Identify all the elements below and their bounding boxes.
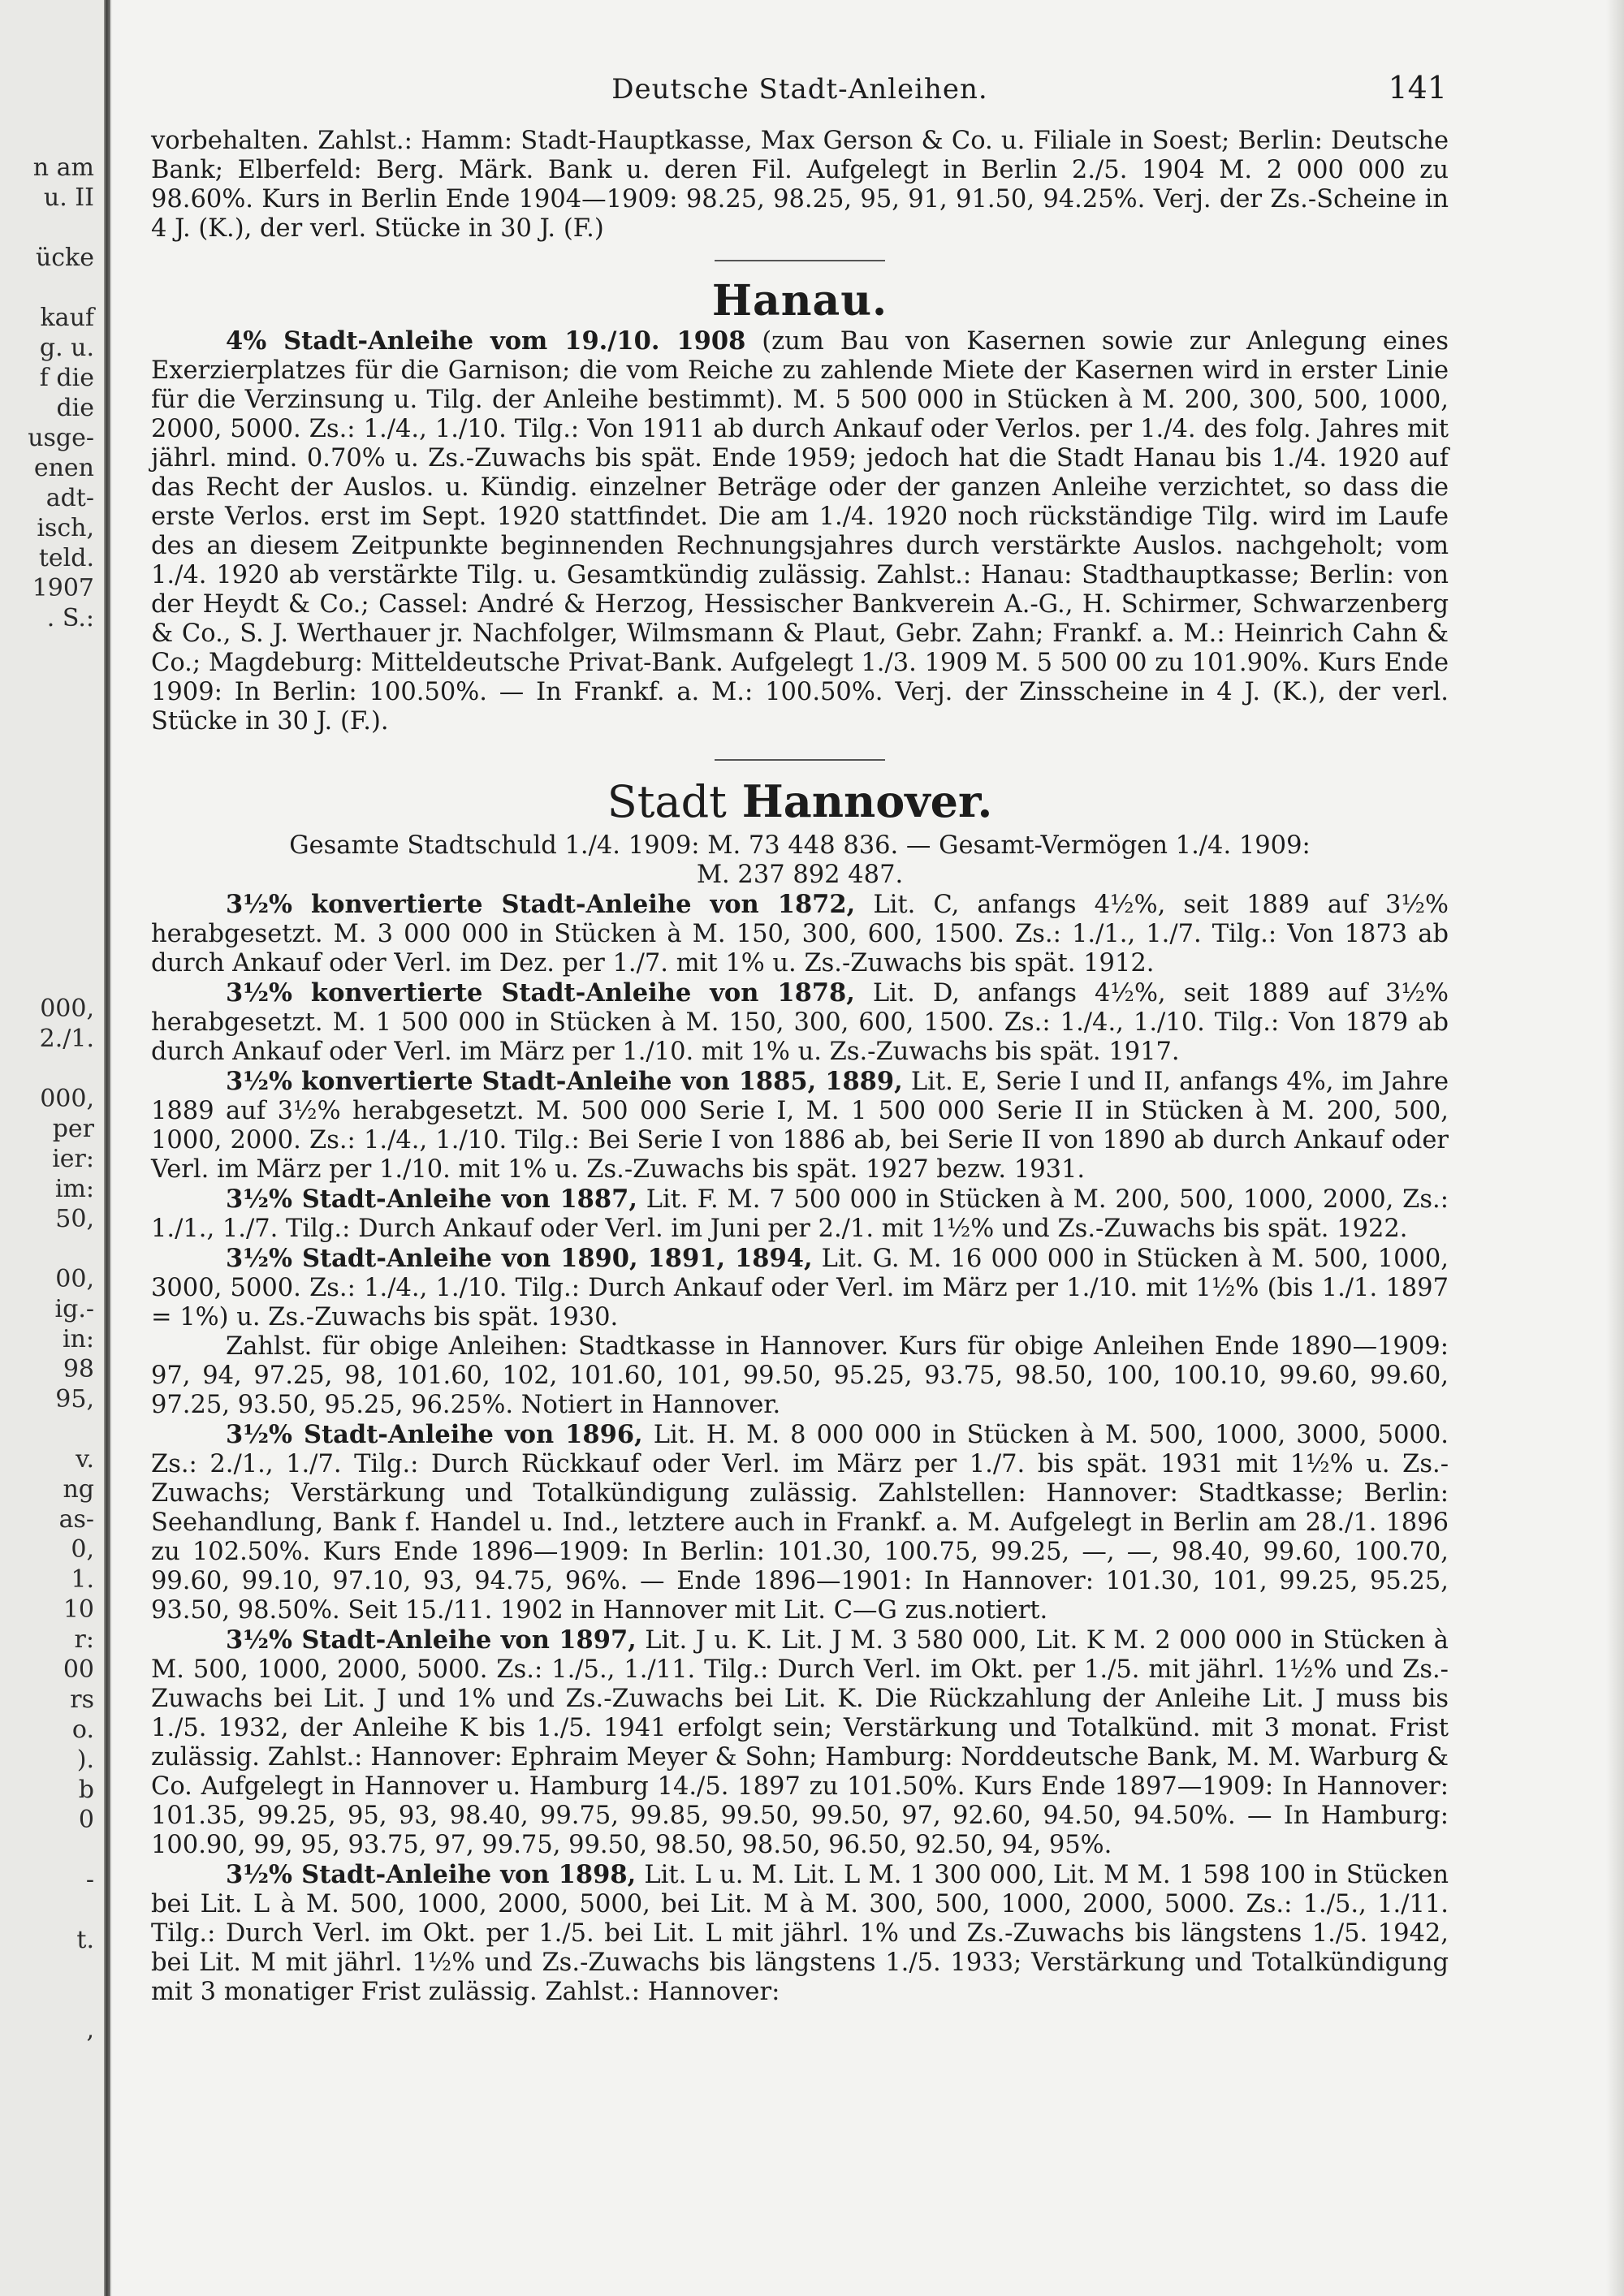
- entry-lead: 3½% konvertierte Stadt-Anleihe von 1878,: [226, 978, 855, 1008]
- margin-fragment: 00: [63, 1655, 94, 1684]
- margin-fragment: . S.:: [46, 604, 94, 632]
- margin-fragment: in:: [62, 1325, 94, 1353]
- section-heading-hanau: Hanau.: [711, 276, 888, 326]
- entry-lead: 3½% konvertierte Stadt-Anleihe von 1885, 1889,: [226, 1067, 903, 1096]
- hannover-entries: [151, 890, 1449, 2007]
- margin-fragment: ng: [63, 1475, 94, 1504]
- entry-text: Lit. C, anfangs 4½%, seit 1889 auf 3½% herabgesetzt. M. 3 000 000 in Stücken à M. 150, 300, 600, 1500. Zs.: 1./1., 1./7. Tilg.: Von 1873 ab durch Ankauf oder Verl. im Dez. per 1./7. mit 1% u. Zs.-Zuwachs bis spät. 1912.: [151, 891, 1449, 978]
- margin-fragment: 00,: [55, 1265, 94, 1293]
- margin-fragment: -: [85, 1866, 94, 1894]
- margin-fragment: enen: [33, 454, 94, 482]
- margin-fragment: n am: [32, 153, 94, 182]
- intro-paragraph: vorbehalten. Zahlst.: Hamm: Stadt-Hauptkasse, Max Gerson & Co. u. Filiale in Soest; Berlin: Deutsche Bank; Elberfeld: Berg. Märk. Bank u. deren Fil. Aufgelegt in Berlin 2./5. 1904 M. 2 000 000 zu 98.60%. Kurs in Berlin Ende 1904—1909: 98.25, 98.25, 95, 91, 91.50, 94.25%. Verj. der Zs.-Scheine in 4 J. (K.), der verl. Stücke in 30 J. (F.): [151, 127, 1449, 243]
- margin-fragment: im:: [54, 1175, 94, 1203]
- hannover-summary-line1: Gesamte Stadtschuld 1./4. 1909: M. 73 448 836. — Gesamt-Vermögen 1./4. 1909:: [289, 831, 1311, 860]
- entry-lead: 3½% Stadt-Anleihe von 1897,: [226, 1625, 637, 1655]
- entry-lead: 4% Stadt-Anleihe vom 19./10. 1908: [226, 326, 746, 356]
- right-page-edge: [1606, 0, 1624, 2296]
- hannover-summary-line2: M. 237 892 487.: [696, 861, 904, 889]
- entry-text: Lit. G. M. 16 000 000 in Stücken à M. 500, 1000, 3000, 5000. Zs.: 1./4., 1./10. Tilg.: Durch Ankauf oder Verl. im März per 1./10. mit 1½% (bis 1./1. 1897 = 1%) u. Zs.-Zuwachs bis spät. 1930.: [151, 1245, 1449, 1331]
- entry-text: Lit. E, Serie I und II, anfangs 4%, im Jahre 1889 auf 3½% herabgesetzt. M. 500 000 Serie I, M. 1 500 000 Serie II in Stücken à M. 200, 500, 1000, 2000. Zs.: 1./4., 1./10. Tilg.: Bei Serie I von 1886 ab, bei Serie II von 1890 ab durch Ankauf oder Verl. im März per 1./10. mit 1% u. Zs.-Zuwachs bis spät. 1927 bezw. 1931.: [151, 1068, 1449, 1184]
- hanau-entry: [151, 326, 1449, 736]
- margin-fragment: ,: [86, 2016, 94, 2044]
- margin-fragment: t.: [76, 1926, 94, 1954]
- hannover-entry: [151, 1420, 1449, 1625]
- entry-text: Lit. L u. M. Lit. L M. 1 300 000, Lit. M M. 1 598 100 in Stücken bei Lit. L à M. 500, 1000, 2000, 5000, bei Lit. M à M. 300, 500, 1000, 2000, 5000. Zs.: 1./5., 1./11. Tilg.: Durch Verl. im Okt. per 1./5. bei Lit. L mit jährl. 1% und Zs.-Zuwachs bis längstens 1./5. 1942, bei Lit. M mit jährl. 1½% und Zs.-Zuwachs bis längstens 1./5. 1933; Verstärkung und Totalkündigung mit 3 monatiger Frist zulässig. Zahlst.: Hannover:: [151, 1861, 1449, 2006]
- margin-fragment: ig.-: [54, 1295, 94, 1323]
- margin-fragment: 98: [63, 1355, 94, 1383]
- page-content: [151, 70, 1449, 2007]
- margin-fragment: ücke: [35, 244, 94, 272]
- hannover-entry: [151, 1067, 1449, 1185]
- margin-fragment: r:: [74, 1625, 94, 1654]
- hannover-entry: [151, 1332, 1449, 1420]
- margin-fragment: f die: [39, 364, 94, 392]
- margin-fragment: kauf: [40, 304, 94, 332]
- margin-fragment: v.: [76, 1445, 94, 1474]
- margin-fragment: 2./1.: [39, 1025, 94, 1053]
- left-page-gutter: [0, 0, 112, 2296]
- running-head-title: Deutsche Stadt-Anleihen.: [611, 73, 988, 106]
- entry-text: Lit. D, anfangs 4½%, seit 1889 auf 3½% herabgesetzt. M. 1 500 000 in Stücken à M. 150, 300, 600, 1500. Zs.: 1./4., 1./10. Tilg.: Von 1879 ab durch Ankauf oder Verl. im März per 1./10. mit 1% u. Zs.-Zuwachs bis spät. 1917.: [151, 979, 1449, 1066]
- margin-fragment: 1907: [32, 574, 94, 602]
- running-head: [151, 70, 1449, 119]
- margin-fragment: isch,: [37, 514, 94, 542]
- margin-fragment: g. u.: [39, 334, 94, 362]
- margin-fragment: b: [78, 1776, 94, 1804]
- hannover-entry: [151, 1625, 1449, 1860]
- heading-city: Hannover.: [741, 775, 993, 827]
- entry-lead: 3½% Stadt-Anleihe von 1890, 1891, 1894,: [226, 1244, 813, 1273]
- entry-text: Zahlst. für obige Anleihen: Stadtkasse in Hannover. Kurs für obige Anleihen Ende 1890—1909: 97, 94, 97.25, 98, 101.60, 102, 101.60, 101, 99.50, 95.25, 93.75, 98.50, 100, 100.10, 99.60, 99.60, 97.25, 93.50, 95.25, 96.25%. Notiert in Hannover.: [151, 1332, 1449, 1419]
- margin-fragment: per: [52, 1115, 94, 1143]
- margin-fragment: 0,: [71, 1535, 94, 1564]
- entry-lead: 3½% Stadt-Anleihe von 1887,: [226, 1185, 637, 1214]
- entry-text: Lit. J u. K. Lit. J M. 3 580 000, Lit. K M. 2 000 000 in Stücken à M. 500, 1000, 2000, 5000. Zs.: 1./5., 1./11. Tilg.: Durch Verl. im Okt. per 1./5. mit jährl. 1½% und Zs.-Zuwachs bei Lit. J und 1% und Zs.-Zuwachs bei Lit. K. Die Rückzahlung der Anleihe Lit. J muss bis 1./5. 1932, der Anleihe K bis 1./5. 1941 erfolgt sein; Verstärkung und Totalkünd. mit 3 monat. Frist zulässig. Zahlst.: Hannover: Ephraim Meyer & Sohn; Hamburg: Norddeutsche Bank, M. M. Warburg & Co. Aufgelegt in Hannover u. Hamburg 14./5. 1897 zu 101.50%. Kurs Ende 1897—1909: In Hannover: 101.35, 99.25, 95, 93, 98.40, 99.75, 99.85, 99.50, 99.50, 97, 92.60, 94.50, 94.50%. — In Hamburg: 100.90, 99, 95, 93.75, 97, 99.75, 99.50, 98.50, 98.50, 96.50, 92.50, 94, 95%.: [151, 1626, 1449, 1859]
- hannover-entry: [151, 890, 1449, 978]
- margin-fragment: 0: [78, 1806, 94, 1834]
- heading-prefix: Stadt: [607, 776, 727, 827]
- margin-fragment: usge-: [28, 424, 94, 452]
- hannover-entry: [151, 1244, 1449, 1332]
- margin-fragment: as-: [58, 1505, 94, 1534]
- entry-text: Lit. F. M. 7 500 000 in Stücken à M. 200, 500, 1000, 2000, Zs.: 1./1., 1./7. Tilg.: Durch Ankauf oder Verl. im Juni per 2./1. mit 1½% und Zs.-Zuwachs bis spät. 1922.: [151, 1185, 1449, 1243]
- section-divider: [715, 260, 885, 261]
- margin-fragment: ier:: [52, 1145, 94, 1173]
- margin-fragment: die: [56, 394, 94, 422]
- margin-fragment: rs: [70, 1685, 94, 1714]
- margin-fragment: 000,: [40, 1085, 94, 1113]
- margin-fragment: 000,: [40, 995, 94, 1023]
- margin-fragment: 1.: [71, 1565, 94, 1594]
- section-heading-hannover: [151, 775, 1449, 828]
- entry-text: Lit. H. M. 8 000 000 in Stücken à M. 500, 1000, 3000, 5000. Zs.: 2./1., 1./7. Tilg.: Durch Rückkauf oder Verl. im März per 1./7. bis spät. 1931 mit 1½% u. Zs.-Zuwachs; Verstärkung und Totalkündigung zulässig. Zahlstellen: Hannover: Stadtkasse; Berlin: Seehandlung, Bank f. Handel u. Ind., letztere auch in Frankf. a. M. Aufgelegt in Berlin am 28./1. 1896 zu 102.50%. Kurs Ende 1896—1909: In Berlin: 101.30, 100.75, 99.25, —, —, 98.40, 99.60, 100.70, 99.60, 99.10, 97.10, 93, 94.75, 96%. — Ende 1896—1901: In Hannover: 101.30, 101, 99.25, 95.25, 93.50, 98.50%. Seit 15./11. 1902 in Hannover mit Lit. C—G zus.notiert.: [151, 1421, 1449, 1625]
- binding-shadow: [104, 0, 110, 2296]
- margin-fragment: ).: [76, 1746, 94, 1774]
- page-number: 141: [1388, 70, 1447, 106]
- margin-fragment: adt-: [45, 484, 94, 512]
- hannover-entry: [151, 1185, 1449, 1244]
- section-divider: [715, 759, 885, 761]
- entry-lead: 3½% konvertierte Stadt-Anleihe von 1872,: [226, 890, 856, 919]
- margin-fragment: 10: [63, 1595, 94, 1624]
- margin-fragment: 50,: [55, 1205, 94, 1233]
- entry-text: (zum Bau von Kasernen sowie zur Anlegung eines Exerzierplatzes für die Garnison; die vom Reiche zu zahlende Miete der Kasernen wird in erster Linie für die Verzinsung u. Tilg. der Anleihe bestimmt). M. 5 500 000 in Stücken à M. 200, 300, 500, 1000, 2000, 5000. Zs.: 1./4., 1./10. Tilg.: Von 1911 ab durch Ankauf oder Verlos. per 1./4. des folg. Jahres mit jährl. mind. 0.70% u. Zs.-Zuwachs bis spät. Ende 1959; jedoch hat die Stadt Hanau bis 1./4. 1920 auf das Recht der Auslos. u. Kündig. einzelner Beträge oder der ganzen Anleihe verzichtet, so dass die erste Verlos. erst im Sept. 1920 stattfindet. Die am 1./4. 1920 noch rückständige Tilg. wird im Laufe des an diesem Zeitpunkte beginnenden Rechnungsjahres durch verstärkte Auslos. nachgeholt; vom 1./4. 1920 ab verstärkte Tilg. u. Gesamtkündig zulässig. Zahlst.: Hanau: Stadthauptkasse; Berlin: von der Heydt & Co.; Cassel: André & Herzog, Hessischer Bankverein A.-G., H. Schirmer, Schwarzenberg & Co., S. J. Werthauer jr. Nachfolger, Wilmsmann & Plaut, Gebr. Zahn; Frankf. a. M.: Heinrich Cahn & Co.; Magdeburg: Mitteldeutsche Privat-Bank. Aufgelegt 1./3. 1909 M. 5 500 00 zu 101.90%. Kurs Ende 1909: In Berlin: 100.50%. — In Frankf. a. M.: 100.50%. Verj. der Zinsscheine in 4 J. (K.), der verl. Stücke in 30 J. (F.).: [151, 327, 1449, 736]
- margin-fragment: o.: [71, 1716, 94, 1744]
- margin-fragment: 95,: [55, 1385, 94, 1413]
- entry-lead: 3½% Stadt-Anleihe von 1896,: [226, 1420, 643, 1449]
- margin-fragment: u. II: [43, 183, 94, 212]
- hannover-entry: [151, 1860, 1449, 2007]
- margin-fragment: teld.: [38, 544, 94, 572]
- hannover-entry: [151, 978, 1449, 1067]
- entry-lead: 3½% Stadt-Anleihe von 1898,: [226, 1860, 637, 1889]
